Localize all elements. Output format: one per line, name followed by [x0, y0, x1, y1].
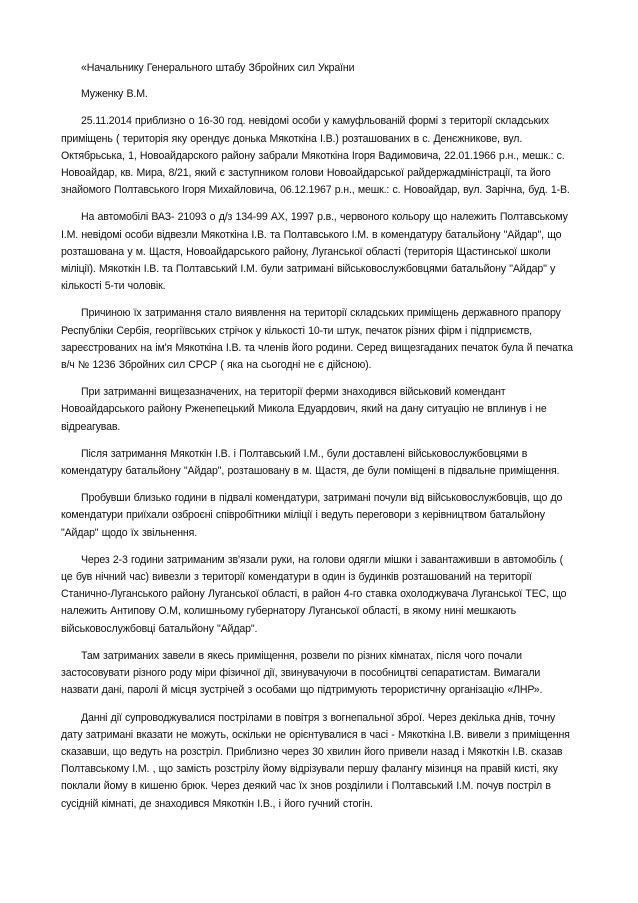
paragraph-commandant: При затриманні вищезазначених, на території ферми знаходився військовий комендант Новоайдарського району Рженепецький Микола Едуардович, який на дану ситуацію не вплинув і не відреагував. [61, 386, 547, 433]
paragraph-interrogation: Там затриманих завели в якесь приміщення, розвели по різних кімнатах, після чого почали застосовувати різного роду міри фізичної дії, звинувачуючи в пособництві сепаратистам. Вимагали назвати дані, паролі й місця зустрічей з особами що підтримують терористичну організацію «ЛНР». [61, 649, 543, 697]
paragraph-shots: Данні дії супроводжувалися пострілами в повітря з вогнепальної зброї. Через декілька днів, точну дату затримані вказати не можуть, оскільки не орієнтувалися в часі - Мякоткіна І.В. вивели з приміщення сказавши, що ведуть на розстріл. Приблизно через 30 хвилин його привели назад і Мякоткін І.В. сказав Полтавському І.М. , що замість розстрілу йому відрізували першу фалангу мізинця на правій кисті, яку поклали йому в кишеню брюк. Через деякий час їх знов розділили і Полтавський І.М. почув постріл в сусідній кімнаті, де знаходився Мякоткін І.В., і його гучний стогін. [61, 711, 570, 810]
addressee-line: «Начальнику Генерального штабу Збройних сил України [81, 62, 355, 74]
paragraph-basement: Після затримання Мякоткін І.В. і Полтавський І.М., були доставлені військовослужбовцями в комендатуру батальйону "Айдар", розташовану в м. Щастя, де були поміщені в підвальне приміщення. [61, 447, 560, 478]
paragraph-transfer: Через 2-3 години затриманим зв'язали руки, на голови одягли мішки і завантаживши в автомобіль ( це був нічний час) вивезли з території комендатури в один із будинків розташований на території Станично-Луганського району Луганської області, в район 4-го ставка охолоджувача Луганської ТЕС, що належить Антипову О.М, колишньому губернатору Луганської області, в якому нині мешкають військовослужбовці батальйону "Айдар". [61, 553, 567, 635]
document-page [61, 60, 576, 823]
paragraph-vehicle: На автомобілі ВАЗ- 21093 о д/з 134-99 АХ, 1997 р.в., червоного кольору що належить Полтавському І.М. невідомі особи відвезли Мякоткіна І.В. та Полтавського І.М. в комендатуру батальйону "Айдар", що розташована у м. Щастя, Новоайдарського району, Луганської області (територія Щастинської школи міліції). Мякоткін І.В. та Полтавський І.М. були затримані військовослужбовцями батальйону "Айдар" у кількості 5-ти чоловік. [61, 211, 568, 293]
paragraph-negotiations: Пробувши близько години в підвалі комендатури, затримані почули від військовослужбовців, що до комендатури приїхали озброєні співробітники міліції і ведуть переговори з керівництвом батальйону "Айдар" щодо їх звільнення. [61, 492, 563, 539]
paragraph-detention: 25.11.2014 приблизно о 16-30 год. невідомі особи у камуфльованій формі з території складських приміщень ( територія яку орендує донька Мякоткіна І.В.) розташованих в с. Денєжникове, вул. Октябрьська, 1, Новоайдарского району забрали Мякоткіна Ігоря Вадимовича, 22.01.1966 р.н., мешк.: с. Новоайдар, кв. Мира, 8/21, який є заступником голови Новоайдарської райдержадміністрації, та його знайомого Полтавського Ігоря Михайловича, 06.12.1967 р.н., мешк.: с. Новоайдар, вул. Зарічна, буд. 1-В. [61, 115, 570, 197]
addressee-name: Муженку В.М. [81, 88, 148, 101]
paragraph-reason: Причиною їх затримання стало виявлення на території складських приміщень державного прапору Республіки Сербія, георгіївських стрічок у кількості 10-ти штук, печаток різних фірм і підприємств, зареєстрованих на ім'я Мякоткіна І.В. та членів його родини. Серед вищезгаданих печаток була й печатка в/ч № 1236 Збройних сил СРСР ( яка на сьогодні не є дійсною). [61, 307, 573, 372]
